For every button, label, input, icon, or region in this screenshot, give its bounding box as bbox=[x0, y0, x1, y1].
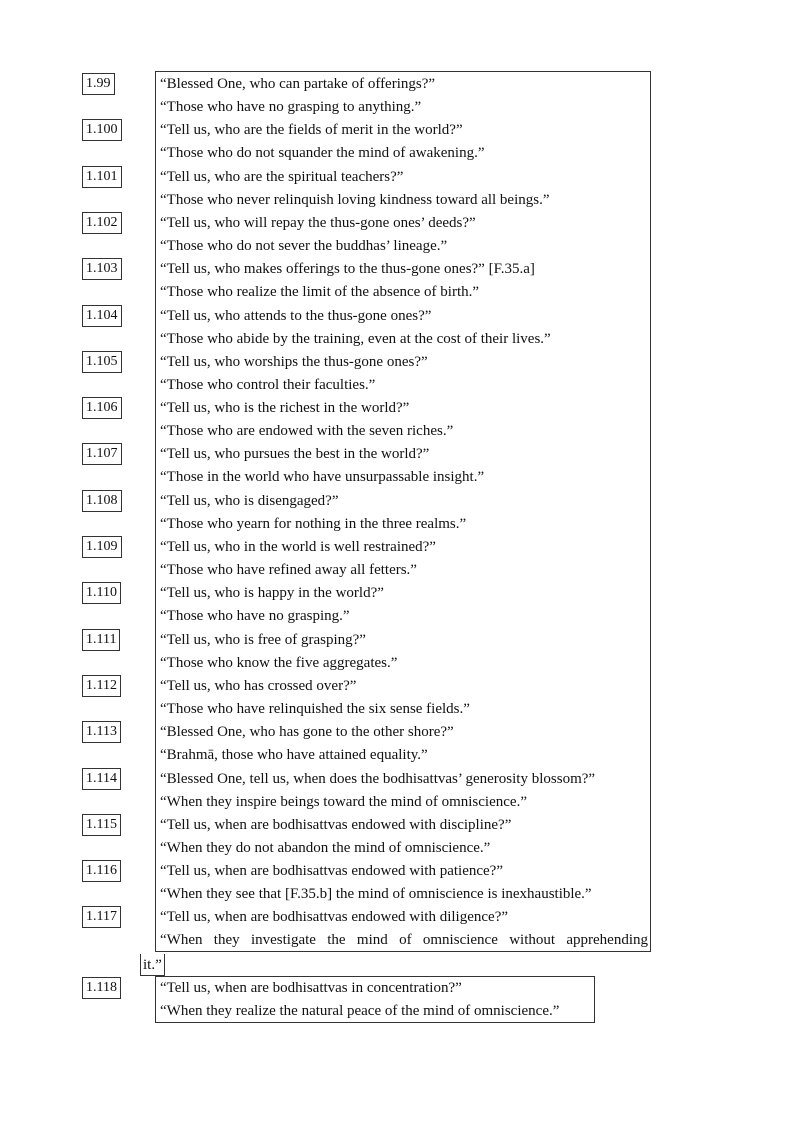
verse-question: “Tell us, who worships the thus-gone ones?” bbox=[160, 353, 428, 370]
verse-question: “Tell us, when are bodhisattvas endowed with diligence?” bbox=[160, 909, 509, 926]
verse-question: “Blessed One, who has gone to the other shore?” bbox=[160, 724, 454, 741]
verse-number: 1.113 bbox=[82, 721, 121, 743]
continuation-text: it.” bbox=[143, 957, 162, 973]
verse-number: 1.114 bbox=[82, 768, 121, 790]
verse-question: “Tell us, when are bodhisattvas endowed with discipline?” bbox=[160, 816, 512, 833]
verse-question: “Tell us, who is free of grasping?” bbox=[160, 631, 366, 648]
verse-answer: “Those who are endowed with the seven riches.” bbox=[160, 423, 454, 440]
verse-number: 1.108 bbox=[82, 490, 122, 512]
verse-answer: “Those who have refined away all fetters.” bbox=[160, 562, 417, 578]
verse-number: 1.117 bbox=[82, 906, 121, 928]
verse-number: 1.118 bbox=[82, 977, 121, 999]
verse-question: “Tell us, who makes offerings to the thus-gone ones?” [F.35.a] bbox=[160, 261, 535, 278]
verse-answer: “Those who know the five aggregates.” bbox=[160, 654, 398, 671]
verse-answer: “Those who abide by the training, even at the cost of their lives.” bbox=[160, 330, 551, 347]
verse-number: 1.103 bbox=[82, 258, 122, 280]
verse-answer: “Those who yearn for nothing in the three realms.” bbox=[160, 515, 467, 532]
verse-answer: “When they investigate the mind of omniscience without apprehending bbox=[160, 932, 648, 949]
verse-answer: “Those who have no grasping to anything.” bbox=[160, 99, 422, 115]
verse-question: “Tell us, who is disengaged?” bbox=[160, 492, 339, 509]
verse-number: 1.110 bbox=[82, 582, 121, 604]
verse-question: “Tell us, who attends to the thus-gone ones?” bbox=[160, 307, 432, 324]
verse-question: “Tell us, who in the world is well restrained?” bbox=[160, 539, 436, 555]
verse-number: 1.106 bbox=[82, 397, 122, 419]
verse-question: “Tell us, who pursues the best in the world?” bbox=[160, 446, 430, 463]
verse-question: “Tell us, who will repay the thus-gone ones’ deeds?” bbox=[160, 214, 476, 231]
verse-answer: “Brahmā, those who have attained equality.” bbox=[160, 747, 428, 764]
verse-answer: “Those who never relinquish loving kindness toward all beings.” bbox=[160, 191, 550, 208]
verse-number: 1.111 bbox=[82, 629, 120, 651]
verse-answer: “When they do not abandon the mind of omniscience.” bbox=[160, 839, 491, 856]
verse-question: “Tell us, when are bodhisattvas in concentration?” bbox=[160, 980, 462, 996]
verse-answer: “Those who control their faculties.” bbox=[160, 376, 376, 393]
verse-number: 1.109 bbox=[82, 536, 122, 558]
verse-question: “Tell us, who are the spiritual teachers?” bbox=[160, 168, 404, 185]
verse-number: 1.100 bbox=[82, 119, 122, 141]
verse-number: 1.116 bbox=[82, 860, 121, 882]
verse-question: “Tell us, who has crossed over?” bbox=[160, 677, 357, 694]
verse-question: “Tell us, who is the richest in the world?” bbox=[160, 400, 410, 417]
verse-answer: “Those in the world who have unsurpassable insight.” bbox=[160, 469, 485, 486]
verse-number: 1.107 bbox=[82, 443, 122, 465]
verse-number: 1.99 bbox=[82, 73, 115, 95]
verse-question: “Tell us, who is happy in the world?” bbox=[160, 585, 384, 602]
verse-number: 1.115 bbox=[82, 814, 121, 836]
verse-question: “Blessed One, who can partake of offerings?” bbox=[160, 76, 436, 92]
verse-answer: “Those who realize the limit of the absence of birth.” bbox=[160, 284, 480, 301]
verse-answer: “When they realize the natural peace of the mind of omniscience.” bbox=[160, 1003, 560, 1019]
verse-answer: “When they inspire beings toward the mind of omniscience.” bbox=[160, 793, 527, 810]
verse-answer: “Those who do not squander the mind of awakening.” bbox=[160, 145, 485, 162]
verse-number: 1.112 bbox=[82, 675, 121, 697]
verse-number: 1.105 bbox=[82, 351, 122, 373]
verse-question: “Tell us, when are bodhisattvas endowed with patience?” bbox=[160, 863, 503, 880]
verse-question: “Blessed One, tell us, when does the bodhisattvas’ generosity blossom?” bbox=[160, 770, 596, 787]
verse-answer: “Those who have no grasping.” bbox=[160, 608, 350, 625]
verse-answer: “Those who do not sever the buddhas’ lineage.” bbox=[160, 237, 448, 254]
verse-answer: “When they see that [F.35.b] the mind of omniscience is inexhaustible.” bbox=[160, 886, 592, 903]
verse-number: 1.104 bbox=[82, 305, 122, 327]
verse-question: “Tell us, who are the fields of merit in the world?” bbox=[160, 122, 463, 139]
verse-number: 1.102 bbox=[82, 212, 122, 234]
verse-answer: “Those who have relinquished the six sense fields.” bbox=[160, 700, 470, 717]
verse-number: 1.101 bbox=[82, 166, 122, 188]
